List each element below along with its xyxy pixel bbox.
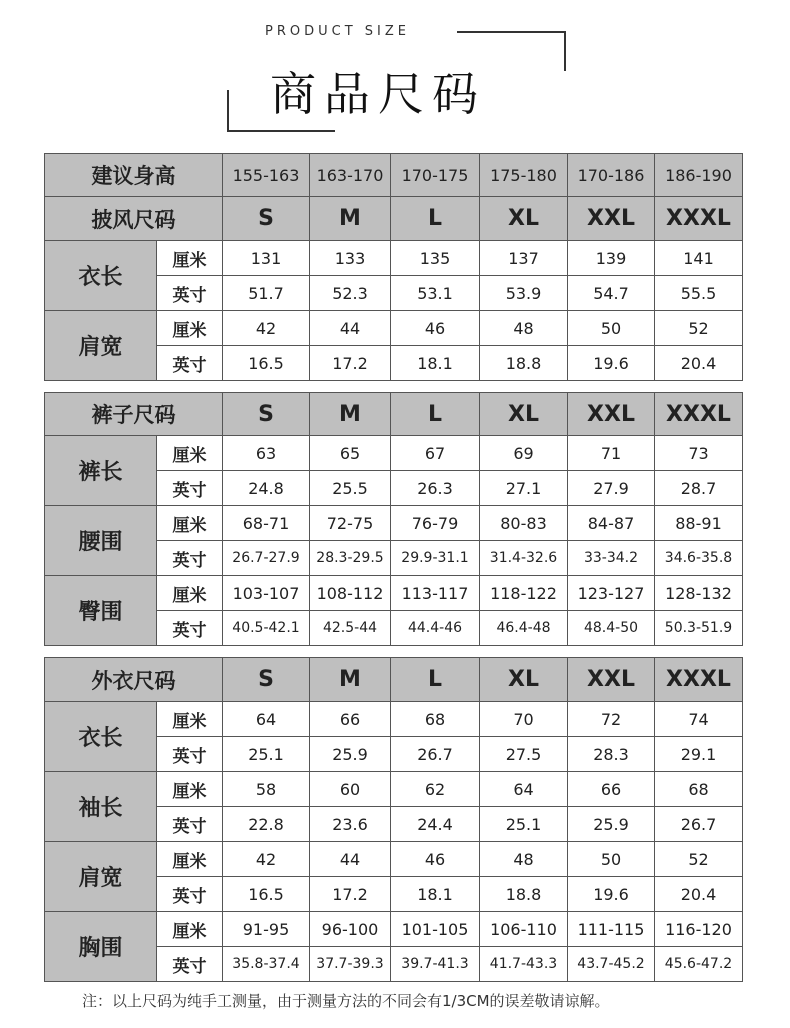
value-cell: 68 (391, 702, 480, 737)
value-cell: 25.5 (310, 471, 391, 506)
unit-in: 英寸 (157, 471, 223, 506)
value-cell: 28.3-29.5 (310, 541, 391, 576)
value-cell: 44 (310, 311, 391, 346)
value-cell: 141 (655, 241, 743, 276)
value-cell: 17.2 (310, 877, 391, 912)
row-label: 衣长 (45, 702, 157, 772)
size-cell: XXL (568, 197, 655, 241)
value-cell: 65 (310, 436, 391, 471)
value-cell: 27.9 (568, 471, 655, 506)
value-cell: 42 (223, 311, 310, 346)
value-cell: 16.5 (223, 346, 310, 381)
size-cell: M (310, 197, 391, 241)
value-cell: 101-105 (391, 912, 480, 947)
value-cell: 106-110 (480, 912, 568, 947)
value-cell: 53.9 (480, 276, 568, 311)
value-cell: 28.3 (568, 737, 655, 772)
row-label: 胸围 (45, 912, 157, 982)
header-line-right (564, 31, 566, 71)
value-cell: 96-100 (310, 912, 391, 947)
value-cell: 72 (568, 702, 655, 737)
row-label: 腰围 (45, 506, 157, 576)
value-cell: 55.5 (655, 276, 743, 311)
value-cell: 73 (655, 436, 743, 471)
unit-cm: 厘米 (157, 702, 223, 737)
value-cell: 103-107 (223, 576, 310, 611)
value-cell: 23.6 (310, 807, 391, 842)
value-cell: 17.2 (310, 346, 391, 381)
value-cell: 42 (223, 842, 310, 877)
height-cell: 170-186 (568, 154, 655, 197)
height-cell: 175-180 (480, 154, 568, 197)
value-cell: 135 (391, 241, 480, 276)
value-cell: 43.7-45.2 (568, 947, 655, 982)
header-chinese: 商品尺码 (270, 67, 486, 121)
value-cell: 62 (391, 772, 480, 807)
value-cell: 22.8 (223, 807, 310, 842)
value-cell: 64 (223, 702, 310, 737)
value-cell: 123-127 (568, 576, 655, 611)
jacket-size-label: 外衣尺码 (45, 658, 223, 702)
unit-cm: 厘米 (157, 912, 223, 947)
header-line-left (227, 90, 229, 132)
unit-in: 英寸 (157, 877, 223, 912)
unit-in: 英寸 (157, 737, 223, 772)
value-cell: 66 (568, 772, 655, 807)
cape-size-label: 披风尺码 (45, 197, 223, 241)
unit-in: 英寸 (157, 611, 223, 646)
value-cell: 67 (391, 436, 480, 471)
value-cell: 20.4 (655, 346, 743, 381)
row-label: 袖长 (45, 772, 157, 842)
size-cell: M (310, 393, 391, 436)
unit-cm: 厘米 (157, 842, 223, 877)
value-cell: 63 (223, 436, 310, 471)
unit-in: 英寸 (157, 947, 223, 982)
value-cell: 48 (480, 842, 568, 877)
value-cell: 33-34.2 (568, 541, 655, 576)
value-cell: 66 (310, 702, 391, 737)
value-cell: 139 (568, 241, 655, 276)
value-cell: 68-71 (223, 506, 310, 541)
size-cell: XXXL (655, 658, 743, 702)
pants-size-label: 裤子尺码 (45, 393, 223, 436)
value-cell: 52 (655, 311, 743, 346)
value-cell: 29.9-31.1 (391, 541, 480, 576)
value-cell: 27.5 (480, 737, 568, 772)
value-cell: 31.4-32.6 (480, 541, 568, 576)
value-cell: 19.6 (568, 346, 655, 381)
value-cell: 84-87 (568, 506, 655, 541)
height-label: 建议身高 (45, 154, 223, 197)
value-cell: 133 (310, 241, 391, 276)
value-cell: 44 (310, 842, 391, 877)
unit-cm: 厘米 (157, 772, 223, 807)
value-cell: 20.4 (655, 877, 743, 912)
header-english: PRODUCT SIZE (265, 24, 410, 39)
value-cell: 34.6-35.8 (655, 541, 743, 576)
value-cell: 131 (223, 241, 310, 276)
height-cell: 170-175 (391, 154, 480, 197)
value-cell: 18.8 (480, 877, 568, 912)
value-cell: 46 (391, 842, 480, 877)
value-cell: 91-95 (223, 912, 310, 947)
value-cell: 29.1 (655, 737, 743, 772)
value-cell: 35.8-37.4 (223, 947, 310, 982)
size-cell: XXL (568, 658, 655, 702)
size-cell: XL (480, 658, 568, 702)
cape-size-table (44, 153, 743, 381)
value-cell: 68 (655, 772, 743, 807)
row-label: 裤长 (45, 436, 157, 506)
row-label: 肩宽 (45, 842, 157, 912)
size-cell: L (391, 197, 480, 241)
value-cell: 27.1 (480, 471, 568, 506)
height-cell: 186-190 (655, 154, 743, 197)
row-label: 臀围 (45, 576, 157, 646)
value-cell: 44.4-46 (391, 611, 480, 646)
value-cell: 25.9 (568, 807, 655, 842)
value-cell: 25.1 (223, 737, 310, 772)
size-cell: L (391, 658, 480, 702)
value-cell: 18.1 (391, 877, 480, 912)
value-cell: 118-122 (480, 576, 568, 611)
value-cell: 50.3-51.9 (655, 611, 743, 646)
measurement-note: 注：以上尺码为纯手工测量，由于测量方法的不同会有1/3CM的误差敬请谅解。 (82, 992, 610, 1010)
value-cell: 64 (480, 772, 568, 807)
unit-in: 英寸 (157, 346, 223, 381)
value-cell: 26.3 (391, 471, 480, 506)
value-cell: 52 (655, 842, 743, 877)
height-cell: 163-170 (310, 154, 391, 197)
value-cell: 26.7 (655, 807, 743, 842)
value-cell: 113-117 (391, 576, 480, 611)
value-cell: 54.7 (568, 276, 655, 311)
size-cell: XL (480, 197, 568, 241)
row-label: 肩宽 (45, 311, 157, 381)
pants-size-table (44, 392, 743, 646)
size-cell: S (223, 658, 310, 702)
row-label: 衣长 (45, 241, 157, 311)
value-cell: 18.8 (480, 346, 568, 381)
jacket-size-table (44, 657, 743, 982)
value-cell: 46 (391, 311, 480, 346)
size-cell: S (223, 393, 310, 436)
value-cell: 18.1 (391, 346, 480, 381)
value-cell: 41.7-43.3 (480, 947, 568, 982)
value-cell: 70 (480, 702, 568, 737)
value-cell: 48 (480, 311, 568, 346)
value-cell: 74 (655, 702, 743, 737)
unit-cm: 厘米 (157, 576, 223, 611)
unit-in: 英寸 (157, 807, 223, 842)
value-cell: 24.4 (391, 807, 480, 842)
value-cell: 128-132 (655, 576, 743, 611)
value-cell: 50 (568, 311, 655, 346)
unit-cm: 厘米 (157, 436, 223, 471)
unit-in: 英寸 (157, 276, 223, 311)
value-cell: 40.5-42.1 (223, 611, 310, 646)
unit-cm: 厘米 (157, 506, 223, 541)
unit-in: 英寸 (157, 541, 223, 576)
height-cell: 155-163 (223, 154, 310, 197)
value-cell: 137 (480, 241, 568, 276)
unit-cm: 厘米 (157, 311, 223, 346)
value-cell: 45.6-47.2 (655, 947, 743, 982)
value-cell: 72-75 (310, 506, 391, 541)
value-cell: 108-112 (310, 576, 391, 611)
value-cell: 116-120 (655, 912, 743, 947)
value-cell: 25.1 (480, 807, 568, 842)
size-cell: XXXL (655, 197, 743, 241)
value-cell: 111-115 (568, 912, 655, 947)
value-cell: 60 (310, 772, 391, 807)
size-cell: S (223, 197, 310, 241)
header-line-top (457, 31, 565, 33)
size-cell: XXL (568, 393, 655, 436)
value-cell: 28.7 (655, 471, 743, 506)
unit-cm: 厘米 (157, 241, 223, 276)
value-cell: 88-91 (655, 506, 743, 541)
value-cell: 69 (480, 436, 568, 471)
value-cell: 26.7-27.9 (223, 541, 310, 576)
value-cell: 71 (568, 436, 655, 471)
value-cell: 58 (223, 772, 310, 807)
size-cell: XL (480, 393, 568, 436)
value-cell: 26.7 (391, 737, 480, 772)
value-cell: 53.1 (391, 276, 480, 311)
value-cell: 76-79 (391, 506, 480, 541)
value-cell: 51.7 (223, 276, 310, 311)
value-cell: 42.5-44 (310, 611, 391, 646)
value-cell: 50 (568, 842, 655, 877)
value-cell: 16.5 (223, 877, 310, 912)
value-cell: 52.3 (310, 276, 391, 311)
value-cell: 19.6 (568, 877, 655, 912)
value-cell: 39.7-41.3 (391, 947, 480, 982)
size-cell: XXXL (655, 393, 743, 436)
size-cell: L (391, 393, 480, 436)
header-line-bottom (227, 130, 335, 132)
value-cell: 46.4-48 (480, 611, 568, 646)
value-cell: 25.9 (310, 737, 391, 772)
size-cell: M (310, 658, 391, 702)
value-cell: 37.7-39.3 (310, 947, 391, 982)
value-cell: 48.4-50 (568, 611, 655, 646)
value-cell: 80-83 (480, 506, 568, 541)
value-cell: 24.8 (223, 471, 310, 506)
